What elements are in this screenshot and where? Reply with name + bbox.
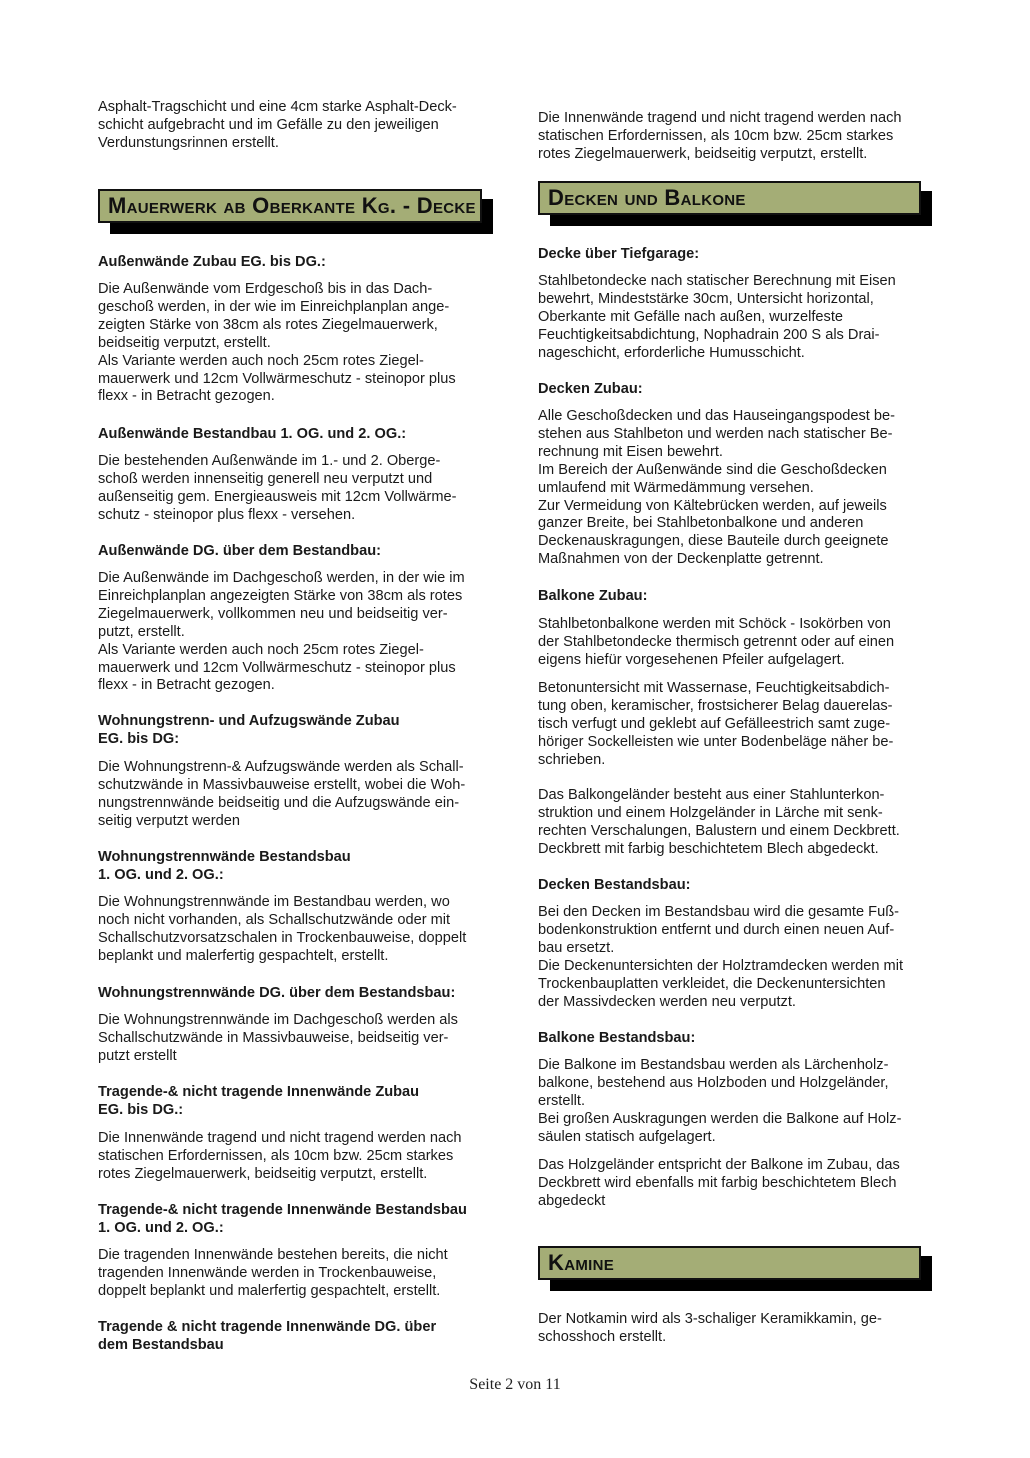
- banner-title: Kamine: [538, 1246, 921, 1280]
- paragraph-balkone-bestandsbau-2: Das Holzgeländer entspricht der Balkone im Zubau, das Deckbrett wird ebenfalls mit farbig beschichtetem Blech abgedeckt: [538, 1157, 900, 1209]
- paragraph-innenwaende-bestand: Die tragenden Innenwände bestehen bereits, die nicht tragenden Innenwände werden in Trockenbauweise, doppelt beplankt und malerfertig gespachtelt, erstellt.: [98, 1247, 448, 1299]
- paragraph-balkone-zubau-3: Das Balkongeländer besteht aus einer Stahlunterkon- struktion und einem Holzgeländer in Lärche mit senk- rechten Verschalungen, Balustern und einem Deckbrett. Deckbrett mit farbig beschichtetem Blech abgedeckt.: [538, 787, 900, 857]
- heading-aussenwaende-dg: Außenwände DG. über dem Bestandbau:: [98, 543, 381, 559]
- section-banner-mauerwerk: [98, 189, 482, 223]
- paragraph-balkone-zubau-1: Stahlbetonbalkone werden mit Schöck - Isokörben von der Stahlbetondecke thermisch getrennt oder auf einen eigens hiefür vorgesehenen Pfeiler aufgelagert.: [538, 616, 895, 668]
- heading-innenwaende-dg: Tragende & nicht tragende Innenwände DG. über dem Bestandsbau: [98, 1319, 437, 1353]
- section-banner-kamine: [538, 1246, 921, 1280]
- paragraph-aussenwaende-zubau: Die Außenwände vom Erdgeschoß bis in das Dach- geschoß werden, in der wie im Einreichplanplan ange- zeigten Stärke von 38cm als rotes Ziegelmauerwerk, beidseitig verputzt, erstellt. Als Variante werden auch noch 25cm rotes Ziegel- mauerwerk und 12cm Vollwärmeschutz - steinopor plus flexx - in Betracht gezogen.: [98, 281, 456, 405]
- paragraph-balkone-bestandsbau-1: Die Balkone im Bestandsbau werden als Lärchenholz- balkone, bestehend aus Holzboden und Holzgeländer, erstellt. Bei großen Auskragungen werden die Balkone auf Holz- säulen statisch aufgelagert.: [538, 1057, 902, 1145]
- heading-wohnungstrenn-zubau: Wohnungstrenn- und Aufzugswände Zubau EG. bis DG:: [98, 713, 400, 747]
- heading-balkone-bestandsbau: Balkone Bestandsbau:: [538, 1030, 696, 1046]
- heading-innenwaende-zubau: Tragende-& nicht tragende Innenwände Zubau EG. bis DG.:: [98, 1084, 420, 1118]
- paragraph-decken-bestandsbau: Bei den Decken im Bestandsbau wird die gesamte Fuß- bodenkonstruktion entfernt und durch einen neuen Auf- bau ersetzt. Die Deckenuntersichten der Holztramdecken werden mit Trockenbauplatten verkleidet, die Deckenuntersichten der Massivdecken werden neu verputzt.: [538, 904, 904, 1010]
- heading-aussenwaende-bestandbau: Außenwände Bestandbau 1. OG. und 2. OG.:: [98, 426, 407, 442]
- banner-title: Decken und Balkone: [538, 181, 921, 215]
- banner-title: Mauerwerk ab Oberkante Kg. - Decke: [98, 189, 482, 223]
- paragraph-wohnungstrenn-zubau: Die Wohnungstrenn-& Aufzugswände werden als Schall- schutzwände in Massivbauweise erstellt, wobei die Woh- nungstrennwände beidseitig und die Aufzugswände ein- seitig verputzt werden: [98, 759, 466, 829]
- heading-decke-tiefgarage: Decke über Tiefgarage:: [538, 246, 700, 262]
- heading-decken-bestandsbau: Decken Bestandsbau:: [538, 877, 691, 893]
- paragraph-aussenwaende-bestandbau: Die bestehenden Außenwände im 1.- und 2. Oberge- schoß werden innenseitig generell neu verputzt und außenseitig gem. Energieausweis mit 12cm Vollwärme- schutz - steinopor plus flexx - versehen.: [98, 453, 457, 523]
- paragraph-balkone-zubau-2: Betonuntersicht mit Wassernase, Feuchtigkeitsabdich- tung oben, keramischer, frostsicherer Belag dauerelas- tisch verfugt und geklebt auf Gefälleestrich samt zuge- höriger Sockelleisten wie unter Bodenbeläge näher be- schrieben.: [538, 680, 894, 768]
- heading-decken-zubau: Decken Zubau:: [538, 381, 643, 397]
- paragraph-aussenwaende-dg: Die Außenwände im Dachgeschoß werden, in der wie im Einreichplanplan angezeigten Stärke von 38cm als rotes Ziegelmauerwerk, vollkommen neu und beidseitig ver- putzt, erstellt. Als Variante werden auch noch 25cm rotes Ziegel- mauerwerk und 12cm Vollwärmeschutz - steinopor plus flexx - in Betracht gezogen.: [98, 570, 465, 694]
- paragraph-wohnungstrenn-dg: Die Wohnungstrennwände im Dachgeschoß werden als Schallschutzwände in Massivbauweise, beidseitig ver- putzt erstellt: [98, 1012, 458, 1064]
- heading-wohnungstrenn-dg: Wohnungstrennwände DG. über dem Bestandsbau:: [98, 985, 456, 1001]
- section-banner-decken-balkone: [538, 181, 921, 215]
- paragraph-innenwaende-zubau: Die Innenwände tragend und nicht tragend werden nach statischen Erfordernissen, als 10cm bzw. 25cm starkes rotes Ziegelmauerwerk, beidseitig verputzt, erstellt.: [98, 1130, 462, 1182]
- left-intro-paragraph: Asphalt-Tragschicht und eine 4cm starke Asphalt-Deck- schicht aufgebracht und im Gefälle zu den jeweiligen Verdunstungsrinnen erstellt.: [98, 99, 457, 151]
- paragraph-decken-zubau: Alle Geschoßdecken und das Hauseingangspodest be- stehen aus Stahlbeton und werden nach statischer Be- rechnung mit Eisen bewehrt. Im Bereich der Außenwände sind die Geschoßdecken umlaufend mit Wärmedämmung versehen. Zur Vermeidung von Kältebrücken werden, auf jeweils ganzer Breite, bei Stahlbetonbalkone und anderen Deckenauskragungen, diese Bauteile durch geeignete Maßnahmen von der Deckenplatte getrennt.: [538, 408, 895, 568]
- heading-balkone-zubau: Balkone Zubau:: [538, 588, 648, 604]
- right-intro-paragraph: Die Innenwände tragend und nicht tragend werden nach statischen Erfordernissen, als 10cm bzw. 25cm starkes rotes Ziegelmauerwerk, beidseitig verputzt, erstellt.: [538, 110, 902, 162]
- heading-aussenwaende-zubau: Außenwände Zubau EG. bis DG.:: [98, 254, 326, 270]
- heading-innenwaende-bestand: Tragende-& nicht tragende Innenwände Bestandsbau 1. OG. und 2. OG.:: [98, 1202, 467, 1236]
- paragraph-wohnungstrenn-bestand: Die Wohnungstrennwände im Bestandbau werden, wo noch nicht vorhanden, als Schallschutzwände oder mit Schallschutzvorsatzschalen in Trockenbauweise, doppelt beplankt und malerfertig gespachtelt, erstellt.: [98, 894, 467, 964]
- page-number: Seite 2 von 11: [469, 1376, 561, 1393]
- heading-wohnungstrenn-bestand: Wohnungstrennwände Bestandsbau 1. OG. und 2. OG.:: [98, 849, 351, 883]
- paragraph-kamine: Der Notkamin wird als 3-schaliger Keramikkamin, ge- schosshoch erstellt.: [538, 1311, 882, 1345]
- paragraph-decke-tiefgarage: Stahlbetondecke nach statischer Berechnung mit Eisen bewehrt, Mindeststärke 30cm, Untersicht horizontal, Oberkante mit Gefälle nach außen, wurzelfeste Feuchtigkeitsabdichtung, Nophadrain 200 S als Drai- nageschicht, erforderliche Humusschicht.: [538, 273, 896, 361]
